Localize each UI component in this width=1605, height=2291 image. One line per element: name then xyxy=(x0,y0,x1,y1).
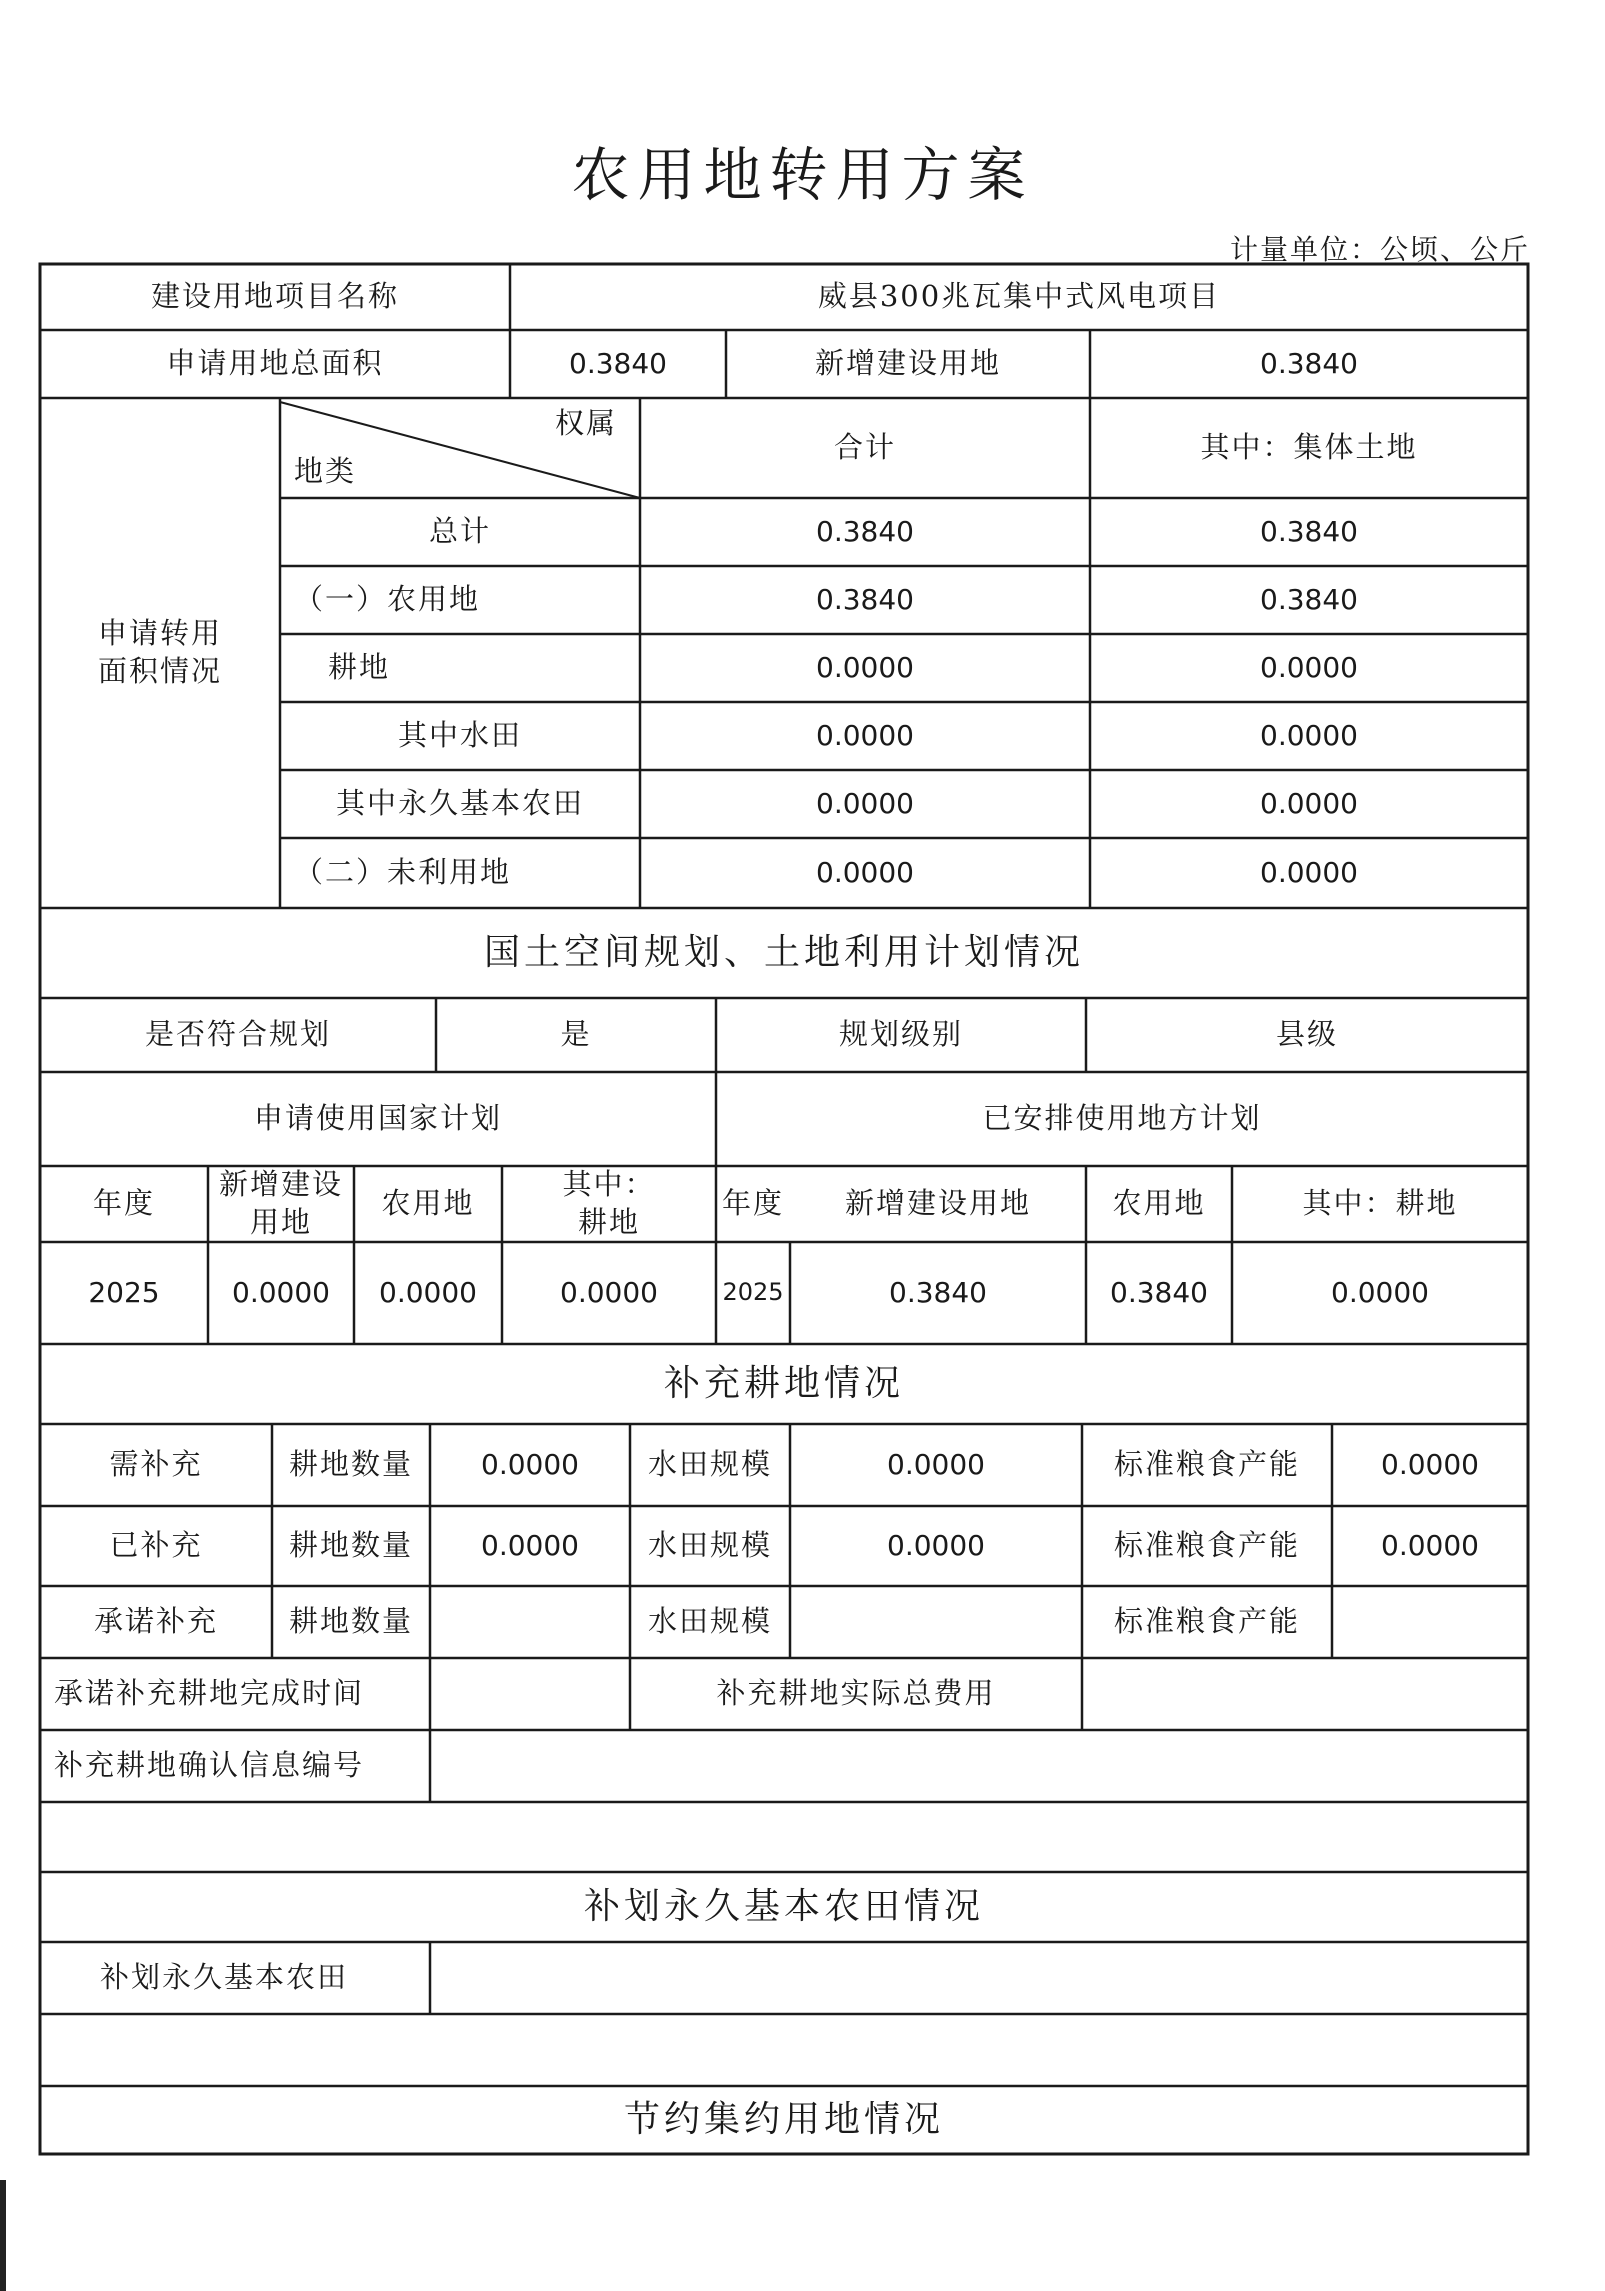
conform-value: 是 xyxy=(560,1017,592,1052)
local-farmland: 0.3840 xyxy=(1110,1275,1208,1309)
done-grain-value: 0.0000 xyxy=(1381,1528,1479,1562)
need-qty-value: 0.0000 xyxy=(481,1447,579,1481)
row-basic-farmland-label: 其中永久基本农田 xyxy=(335,786,584,821)
local-header-cultivated: 其中：耕地 xyxy=(1302,1186,1458,1221)
complete-time-label: 承诺补充耕地完成时间 xyxy=(54,1676,365,1711)
row-farmland-sum: 0.3840 xyxy=(816,582,914,616)
row-cultivated-collective: 0.0000 xyxy=(1260,650,1358,684)
row-total-label: 总计 xyxy=(428,514,491,549)
promise-paddy-label: 水田规模 xyxy=(647,1604,772,1639)
row-farmland-collective: 0.3840 xyxy=(1260,582,1358,616)
row-cultivated-label: 耕地 xyxy=(328,650,391,685)
row-cultivated-sum: 0.0000 xyxy=(816,650,914,684)
local-header-farmland: 农用地 xyxy=(1112,1186,1206,1221)
project-name-value: 威县300兆瓦集中式风电项目 xyxy=(817,279,1221,314)
national-new: 0.0000 xyxy=(232,1275,330,1309)
scan-edge-mark xyxy=(0,2180,6,2291)
done-qty-label: 耕地数量 xyxy=(288,1528,413,1563)
promise-grain-value xyxy=(1332,1586,1528,1658)
row-basic-farmland-sum: 0.0000 xyxy=(816,786,914,820)
local-header-year: 年度 xyxy=(721,1186,784,1221)
need-grain-value: 0.0000 xyxy=(1381,1447,1479,1481)
national-header-year: 年度 xyxy=(92,1186,155,1221)
national-year: 2025 xyxy=(88,1275,160,1309)
need-supplement-label: 需补充 xyxy=(109,1447,203,1482)
conversion-group-label: 申请转用 面积情况 xyxy=(97,616,222,688)
done-qty-value: 0.0000 xyxy=(481,1528,579,1562)
conform-label: 是否符合规划 xyxy=(144,1017,331,1052)
promise-qty-value xyxy=(430,1586,630,1658)
complete-time-value xyxy=(430,1658,630,1730)
national-header-farmland: 农用地 xyxy=(381,1186,475,1221)
local-cultivated: 0.0000 xyxy=(1331,1275,1429,1309)
row-total-sum: 0.3840 xyxy=(816,514,914,548)
project-name-label: 建设用地项目名称 xyxy=(150,279,399,314)
row-unused-sum: 0.0000 xyxy=(816,855,914,889)
confirm-no-label: 补充耕地确认信息编号 xyxy=(54,1748,365,1783)
done-supplement-label: 已补充 xyxy=(109,1528,203,1563)
promise-qty-label: 耕地数量 xyxy=(288,1604,413,1639)
promise-supplement-label: 承诺补充 xyxy=(93,1604,218,1639)
intensive-section-title: 节约集约用地情况 xyxy=(623,2098,944,2140)
header-total: 合计 xyxy=(833,430,896,465)
need-grain-label: 标准粮食产能 xyxy=(1113,1447,1300,1482)
basic-farmland-value xyxy=(430,1942,1528,2014)
done-grain-label: 标准粮食产能 xyxy=(1113,1528,1300,1563)
local-header-new: 新增建设用地 xyxy=(844,1186,1031,1221)
row-paddy-label: 其中水田 xyxy=(397,718,522,753)
basic-farmland-section-title: 补划永久基本农田情况 xyxy=(583,1885,984,1927)
new-construction-label: 新增建设用地 xyxy=(814,346,1001,381)
header-ownership: 权属 xyxy=(554,406,617,441)
promise-grain-label: 标准粮食产能 xyxy=(1113,1604,1300,1639)
row-total-collective: 0.3840 xyxy=(1260,514,1358,548)
national-header-cultivated: 其中： 耕地 xyxy=(562,1167,656,1239)
local-plan-label: 已安排使用地方计划 xyxy=(982,1101,1262,1136)
national-plan-label: 申请使用国家计划 xyxy=(253,1101,502,1136)
actual-cost-label: 补充耕地实际总费用 xyxy=(716,1676,996,1711)
total-area-label: 申请用地总面积 xyxy=(166,346,384,381)
local-year: 2025 xyxy=(722,1278,784,1307)
basic-farmland-label: 补划永久基本农田 xyxy=(100,1960,349,1995)
header-land-type: 地类 xyxy=(294,454,357,489)
done-paddy-label: 水田规模 xyxy=(647,1528,772,1563)
need-paddy-value: 0.0000 xyxy=(887,1447,985,1481)
national-farmland: 0.0000 xyxy=(379,1275,477,1309)
header-collective: 其中：集体土地 xyxy=(1200,430,1418,465)
actual-cost-value xyxy=(1082,1658,1528,1730)
plan-level-label: 规划级别 xyxy=(838,1017,963,1052)
conversion-form-table xyxy=(36,262,1536,2162)
total-area-value: 0.3840 xyxy=(569,346,667,380)
national-header-new: 新增建设 用地 xyxy=(218,1167,343,1239)
new-construction-value: 0.3840 xyxy=(1260,346,1358,380)
row-paddy-sum: 0.0000 xyxy=(816,718,914,752)
done-paddy-value: 0.0000 xyxy=(887,1528,985,1562)
row-basic-farmland-collective: 0.0000 xyxy=(1260,786,1358,820)
row-unused-label: （二）未利用地 xyxy=(294,855,512,890)
promise-paddy-value xyxy=(790,1586,1082,1658)
row-paddy-collective: 0.0000 xyxy=(1260,718,1358,752)
need-qty-label: 耕地数量 xyxy=(288,1447,413,1482)
supplement-section-title: 补充耕地情况 xyxy=(663,1362,904,1404)
national-cultivated: 0.0000 xyxy=(560,1275,658,1309)
unit-label: 计量单位：公顷、公斤 xyxy=(1229,233,1530,266)
row-farmland-label: （一）农用地 xyxy=(294,582,481,617)
plan-level-value: 县级 xyxy=(1275,1017,1338,1052)
need-paddy-label: 水田规模 xyxy=(647,1447,772,1482)
document-title: 农用地转用方案 xyxy=(571,141,1034,209)
planning-section-title: 国土空间规划、土地利用计划情况 xyxy=(483,931,1084,973)
confirm-no-value xyxy=(430,1730,1528,1802)
local-new: 0.3840 xyxy=(889,1275,987,1309)
row-unused-collective: 0.0000 xyxy=(1260,855,1358,889)
